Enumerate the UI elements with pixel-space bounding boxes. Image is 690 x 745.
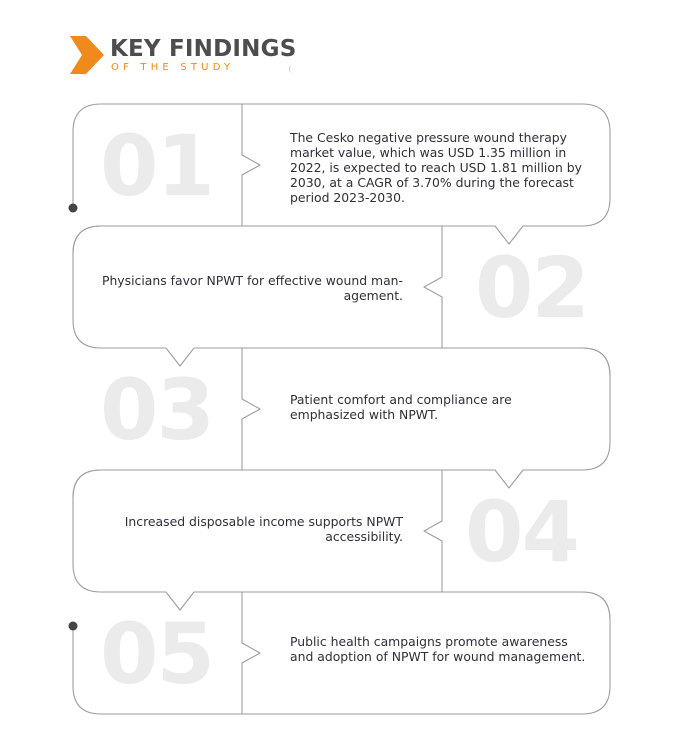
finding-number: 02 bbox=[475, 239, 588, 337]
finding-text: Increased disposable income supports NPWT accessibility. bbox=[124, 514, 403, 544]
page-subtitle: OF THE STUDY bbox=[111, 62, 235, 73]
finding-text: Physicians favor NPWT for effective wound man-agement. bbox=[101, 273, 403, 303]
finding-2-divider bbox=[424, 226, 442, 348]
finding-number: 03 bbox=[100, 361, 213, 459]
finding-text: Patient comfort and compliance are emphasized with NPWT. bbox=[290, 392, 512, 422]
page-title: KEY FINDINGS bbox=[110, 36, 297, 62]
finding-4-divider bbox=[424, 470, 442, 592]
finding-number: 05 bbox=[100, 605, 213, 703]
finding-text: The Cesko negative pressure wound therapy market value, which was USD 1.35 million in 2022, is expected to reach USD 1.81 million by 2030, at a CAGR of 3.70% during the forecast period 2023-2030. bbox=[290, 130, 582, 205]
finding-text: Public health campaigns promote awareness and adoption of NPWT for wound management. bbox=[290, 634, 586, 664]
timeline-end-dot bbox=[69, 622, 78, 631]
finding-number: 01 bbox=[100, 117, 213, 215]
finding-number: 04 bbox=[465, 483, 578, 581]
timeline-start-dot bbox=[69, 204, 78, 213]
